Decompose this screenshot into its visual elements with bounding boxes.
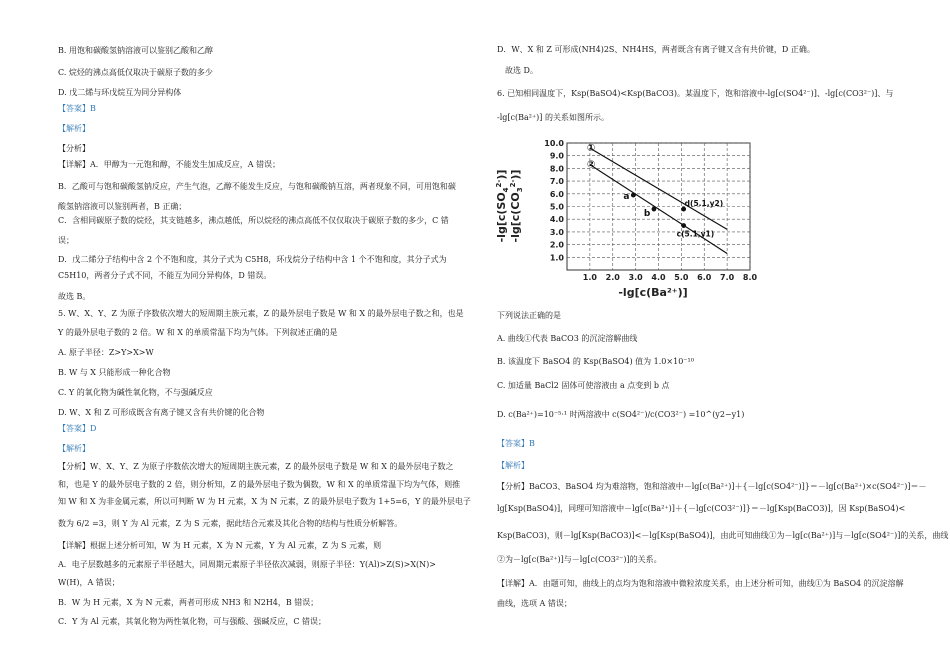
left-text-line: B. 用饱和碳酸氢钠溶液可以鉴别乙酸和乙醇 (58, 46, 213, 55)
x-tick-label: 2.0 (605, 273, 620, 282)
right-text-line: ②为－lg[c(Ba²⁺)]与－lg[c(CO3²⁻)]的关系。 (497, 555, 662, 564)
right-text-line: 下列说法正确的是 (497, 311, 561, 320)
left-text-line: A．电子层数越多的元素原子半径越大，同周期元素原子半径依次减弱，则原子半径：Y(Al)>Z(S)>X(N)> (58, 560, 436, 569)
left-text-line: B. W 与 X 只能形成一种化合物 (58, 368, 171, 377)
y-axis-label-so4-sub: 4 (502, 187, 510, 193)
right-text-line: 6. 已知相同温度下，Ksp(BaSO4)<Ksp(BaCO3)。某温度下，饱和溶液中-lg[c(SO4²⁻)]、-lg[c(CO3²⁻)]、与 (497, 89, 894, 98)
point-label: a (623, 192, 630, 203)
left-text-line: 故选 B。 (58, 292, 91, 301)
left-text-line: D. 戊二烯与环戊烷互为同分异构体 (58, 88, 182, 97)
x-tick-label: 6.0 (697, 273, 712, 282)
left-text-line: 和，也是 Y 的最外层电子数的 2 倍，则分析知，Z 的最外层电子数为偶数，W 和 X 的单质常温下均为气体，则推 (58, 480, 461, 489)
data-point (681, 223, 686, 228)
x-tick-label: 7.0 (720, 273, 735, 282)
right-text-line: 【解析】 (497, 461, 529, 470)
data-point (652, 207, 657, 212)
left-text-line: W(H)，A 错误； (58, 578, 120, 587)
y-tick-label: 8.0 (549, 164, 564, 174)
y-axis-label-so4: $-\lg[c(SO_4^{2-})]$ (495, 169, 510, 243)
right-text-line: Ksp(BaCO3)，则－lg[Ksp(BaCO3)]<－lg[Ksp(BaSO4)]，由此可知曲线①为－lg[c(Ba²⁺)]与－lg[c(SO4²⁻)]的关系，曲线 (497, 531, 949, 540)
y-tick-label: 7.0 (549, 177, 564, 187)
left-text-line: Y 的最外层电子数的 2 倍。W 和 X 的单质常温下均为气体。下列叙述正确的是 (58, 328, 338, 337)
left-text-line: 【解析】 (58, 444, 90, 453)
left-text-line: 【分析】 (58, 144, 90, 153)
data-point (631, 193, 636, 198)
right-text-line: D. c(Ba²⁺)=10⁻⁵·¹ 时两溶液中 c(SO4²⁻)/c(CO3²⁻) =10^(y2−y1) (497, 410, 745, 419)
y-tick-label: 3.0 (549, 227, 564, 237)
right-text-line: C. 加适量 BaCl2 固体可使溶液由 a 点变到 b 点 (497, 381, 670, 390)
left-text-line: 酸氢钠溶液可以鉴别两者，B 正确； (58, 202, 187, 211)
left-text-line: C．含相同碳原子数的烷烃，其支链越多，沸点越低，所以烷烃的沸点高低不仅仅取决于碳原子数的多少，C 错 (58, 216, 449, 225)
series-label: ② (586, 159, 596, 171)
left-text-line: B．乙酸可与饱和碳酸氢钠反应，产生气泡，乙醇不能发生反应，与饱和碳酸钠互溶，两者现象不同，可用饱和碳 (58, 182, 456, 191)
left-text-line: D. W、X 和 Z 可形成既含有离子键又含有共价键的化合物 (58, 408, 265, 417)
left-text-line: B．W 为 H 元素，X 为 N 元素，两者可形成 NH3 和 N2H4，B 错误； (58, 598, 319, 607)
point-label: d(5.1,y2) (684, 199, 724, 209)
x-tick-label: 1.0 (582, 273, 597, 282)
right-text-line: B. 该温度下 BaSO4 的 Ksp(BaSO4) 值为 1.0×10⁻¹⁰ (497, 357, 694, 366)
x-tick-label: 4.0 (651, 273, 666, 282)
y-tick-label: 6.0 (549, 189, 564, 199)
left-text-line: 【答案】D (58, 424, 97, 433)
right-text-line: A. 曲线①代表 BaCO3 的沉淀溶解曲线 (497, 334, 638, 343)
right-text-line: 【答案】B (497, 439, 535, 448)
left-text-line: 数为 6/2 =3，则 Y 为 Al 元素，Z 为 S 元素，据此结合元素及其化合物的结构与性质分析解答。 (58, 519, 403, 528)
series-label: ① (586, 143, 596, 155)
right-text-line: D．W、X 和 Z 可形成(NH4)2S、NH4HS，两者既含有离子键又含有共价键，D 正确。 (497, 45, 815, 54)
left-text-line: A. 原子半径：Z>Y>X>W (58, 348, 154, 357)
left-text-line: C5H10，两者分子式不同，不能互为同分异构体，D 错误。 (58, 271, 272, 280)
left-text-line: C．Y 为 Al 元素，其氧化物为两性氧化物，可与强酸、强碱反应，C 错误； (58, 617, 327, 626)
y-tick-label: 10.0 (544, 139, 564, 148)
left-text-line: D．戊二烯分子结构中含 2 个不饱和度，其分子式为 C5H8，环戊烷分子结构中含 1 个不饱和度，其分子式为 (58, 255, 447, 264)
right-text-line: 曲线，选项 A 错误； (497, 599, 572, 608)
right-text-line: 【详解】A．由题可知，曲线上的点均为饱和溶液中微粒浓度关系，由上述分析可知，曲线①为 BaSO4 的沉淀溶解 (497, 579, 904, 588)
y-axis-label-co3: $-\lg[c(CO_3^{2-})]$ (509, 169, 524, 243)
x-tick-label: 8.0 (742, 273, 758, 282)
right-text-line: 故选 D。 (505, 66, 538, 75)
x-tick-label: 5.0 (674, 273, 689, 282)
left-text-line: 【详解】根据上述分析可知，W 为 H 元素，X 为 N 元素，Y 为 Al 元素，Z 为 S 元素，则 (58, 541, 382, 550)
left-text-line: C. Y 的氧化物为碱性氧化物，不与强碱反应 (58, 388, 213, 397)
left-text-line: 5. W、X、Y、Z 为原子序数依次增大的短周期主族元素，Z 的最外层电子数是 W 和 X 的最外层电子数之和，也是 (58, 309, 464, 318)
point-label: c(5.1,y1) (676, 229, 715, 239)
left-text-line: 知 W 和 X 为非金属元素，所以可判断 W 为 H 元素，X 为 N 元素，Z 的最外层电子数为 1+5=6，Y 的最外层电子 (58, 497, 471, 506)
point-label: b (643, 209, 651, 220)
left-text-line: 误； (58, 236, 74, 245)
y-tick-label: 2.0 (549, 240, 564, 250)
solubility-chart (495, 134, 765, 304)
y-tick-label: 5.0 (549, 202, 564, 212)
y-tick-label: 4.0 (549, 215, 564, 225)
left-text-line: 【分析】W、X、Y、Z 为原子序数依次增大的短周期主族元素，Z 的最外层电子数是 W 和 X 的最外层电子数之 (58, 462, 454, 471)
y-axis-label-so4-sup: 2- (495, 179, 503, 188)
y-tick-label: 1.0 (549, 253, 564, 263)
y-axis-label-co3-sup: 2- (509, 179, 517, 188)
left-text-line: 【答案】B (58, 104, 96, 113)
y-tick-label: 9.0 (549, 151, 564, 161)
x-axis-label: -lg[c(Ba²⁺)] (618, 286, 688, 299)
left-text-line: 【详解】A．甲醇为一元饱和醇，不能发生加成反应，A 错误； (58, 160, 281, 169)
x-tick-label: 3.0 (628, 273, 643, 282)
left-text-line: 【解析】 (58, 124, 90, 133)
right-text-line: -lg[c(Ba²⁺)] 的关系如图所示。 (497, 113, 609, 122)
right-text-line: lg[Ksp(BaSO4)]，同理可知溶液中－lg[c(Ba²⁺)]＋{－lg[c(CO3²⁻)]}＝－lg[Ksp(BaCO3)]，因 Ksp(BaSO4)< (497, 504, 906, 513)
right-text-line: 【分析】BaCO3、BaSO4 均为难溶物，饱和溶液中－lg[c(Ba²⁺)]＋{－lg[c(SO4²⁻)]}＝－lg[c(Ba²⁺)×c(SO4²⁻)]＝－ (497, 482, 927, 491)
y-axis-label-co3-sub: 3 (516, 187, 524, 193)
left-text-line: C. 烷烃的沸点高低仅取决于碳原子数的多少 (58, 68, 213, 77)
